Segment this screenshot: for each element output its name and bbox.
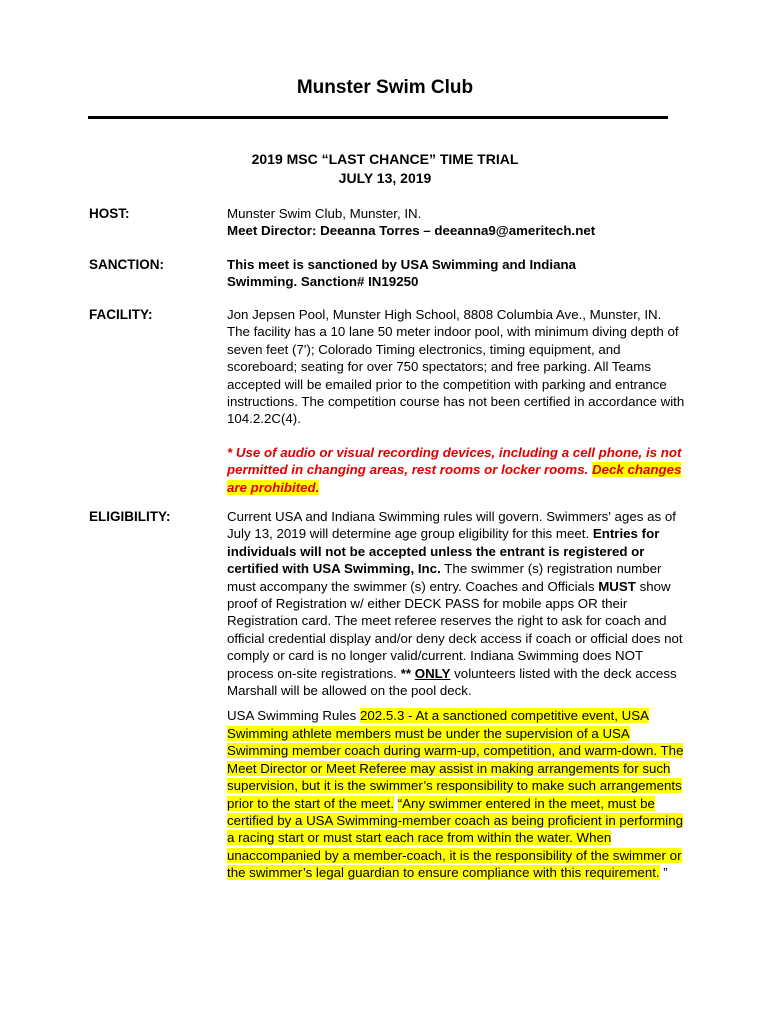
only-emphasis: ONLY: [414, 665, 451, 681]
swimming-rules-paragraph: [227, 707, 685, 881]
page-title: Munster Swim Club: [296, 77, 474, 98]
sanction-text: This meet is sanctioned by USA Swimming and Indiana Swimming. Sanction# IN19250: [227, 257, 576, 290]
only-prefix: **: [400, 665, 415, 681]
registration-requirement: Entries for individuals will not be accepted unless the entrant is registered or certified with USA Swimming, Inc.: [227, 526, 660, 577]
host-club: Munster Swim Club, Munster, IN.: [227, 206, 422, 221]
recording-warning: [227, 444, 685, 496]
host-label: HOST:: [89, 206, 130, 221]
host-section: [227, 205, 685, 240]
eligibility-text: [227, 508, 685, 699]
facility-text: Jon Jepsen Pool, Munster High School, 8808 Columbia Ave., Munster, IN. The facility has a 10 lane 50 meter indoor pool, with minimum diving depth of seven feet (7'); Colorado Timing electronics, timing equipment, and scoreboard; seating for over 750 spectators; and free parking. All Teams accepted will be emailed prior to the competition with parking and entrance instructions. The competition course has not been certified in accordance with 104.2.2C(4).: [227, 307, 685, 427]
recording-warning-text: * Use of audio or visual recording devices, including a cell phone, is not permitted in changing areas, rest rooms or locker rooms.: [227, 444, 682, 478]
meet-director: Meet Director: Deeanna Torres – deeanna9@ameritech.net: [227, 223, 596, 239]
must-emphasis: MUST: [598, 578, 636, 594]
title-divider: [88, 116, 668, 119]
sanction-label: SANCTION:: [89, 257, 164, 272]
eligibility-section: [227, 508, 685, 882]
meet-heading: [0, 150, 770, 188]
eligibility-label: ELIGIBILITY:: [89, 509, 171, 524]
meet-name: 2019 MSC “LAST CHANCE” TIME TRIAL: [251, 151, 519, 167]
eligibility-intro: Current USA and Indiana Swimming rules will govern. Swimmers' ages as of July 13, 2019 will determine age group eligibility for this meet.: [227, 509, 676, 542]
registration-number-text: The swimmer (s) registration number must accompany the swimmer (s) entry. Coaches and Officials: [227, 561, 662, 594]
racing-start-highlight: “Any swimmer entered in the meet, must be certified by a USA Swimming-member coach as being proficient in performing a racing start or must start each race from within the water. When unaccompanied by a member-coach, it is the responsibility of the swimmer or the swimmer’s legal guardian to ensure compliance with this requirement.: [227, 795, 683, 881]
rules-prefix: USA Swimming Rules: [227, 708, 361, 724]
rules-end: ”: [659, 865, 668, 881]
deck-access-text: volunteers listed with the deck access Marshall will be allowed on the pool deck.: [227, 665, 677, 699]
deck-change-warning: Deck changes are prohibited.: [227, 462, 682, 495]
rule-202-highlight: 202.5.3 - At a sanctioned competitive event, USA Swimming athlete members must be under the supervision of a USA Swimming member coach during warm-up, competition, and warm-down. The Meet Director or Meet Referee may assist in making arrangements for such supervision, but it is the swimmer’s responsibility to make such arrangements prior to the start of the meet.: [227, 708, 684, 811]
meet-date: JULY 13, 2019: [338, 170, 432, 186]
credentials-text: show proof of Registration w/ either DECK PASS for mobile apps OR their Registration card. The meet referee reserves the right to ask for coach and official credential display and/or deny deck access if coach or official does not comply or card is no longer valid/current. Indiana Swimming does NOT process on-site registrations.: [227, 578, 683, 681]
facility-section: [227, 306, 685, 496]
facility-label: FACILITY:: [89, 307, 153, 322]
